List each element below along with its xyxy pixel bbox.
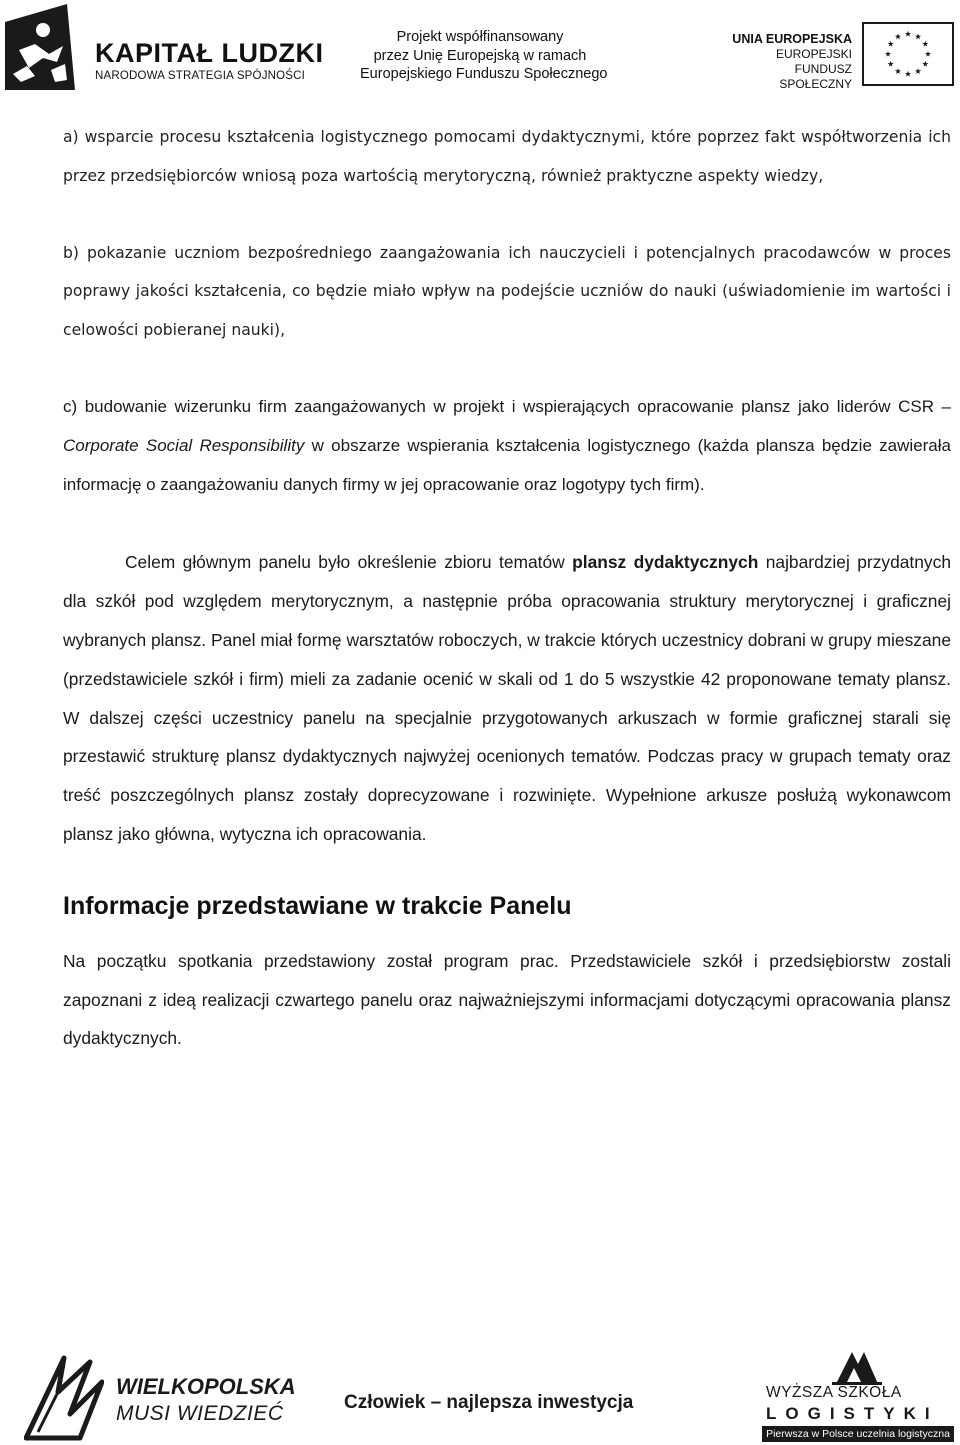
wielkopolska-line-1: WIELKOPOLSKA bbox=[116, 1374, 296, 1399]
list-item-b: b) pokazanie uczniom bezpośredniego zaangażowania ich nauczycieli i potencjalnych pracodawców w proces poprawy jakości kształcenia, co będzie miało wpływ na podejście uczniów do nauki (uświadomienie im wartości i celowości pobieranej nauki), bbox=[63, 243, 951, 340]
eu-flag-icon bbox=[862, 22, 954, 86]
list-item-a: a) wsparcie procesu kształcenia logistycznego pomocami dydaktycznymi, które poprzez fakt współtworzenia ich przez przedsiębiorców wniosą poza wartością merytoryczną, również praktyczne aspekty wiedzy, bbox=[63, 128, 951, 185]
document-body bbox=[63, 118, 951, 1058]
wsl-line-2: LOGISTYKI bbox=[766, 1404, 939, 1423]
eu-logo-line-1: UNIA EUROPEJSKA bbox=[732, 32, 852, 46]
csr-expansion: Corporate Social Responsibility bbox=[63, 435, 305, 455]
wielkopolska-logo bbox=[24, 1352, 296, 1442]
project-cofinancing-note bbox=[360, 28, 608, 84]
list-item-c bbox=[63, 388, 951, 504]
wielkopolska-line-2: MUSI WIEDZIEĆ bbox=[116, 1402, 284, 1425]
kapital-ludzki-subtitle: NARODOWA STRATEGIA SPÓJNOŚCI bbox=[95, 70, 306, 82]
kapital-ludzki-title: KAPITAŁ LUDZKI bbox=[95, 38, 324, 68]
project-line-2: przez Unię Europejską w ramach bbox=[373, 47, 587, 64]
eu-logo-line-2: EUROPEJSKI bbox=[775, 47, 852, 61]
section-heading: Informacje przedstawiane w trakcie Panelu bbox=[63, 891, 572, 920]
project-line-3: Europejskiego Funduszu Społecznego bbox=[360, 66, 608, 82]
page-footer bbox=[0, 1340, 960, 1445]
wyzsza-szkola-logistyki-logo bbox=[762, 1348, 954, 1442]
paragraph-panel-goal-text: Celem głównym panelu było określenie zbioru tematów bbox=[125, 552, 573, 573]
paragraph-panel-goal-text-rest: najbardziej przydatnych dla szkół pod względem merytorycznym, a następnie próba opracowania struktury merytorycznej i graficznej wybranych plansz. Panel miał formę warsztatów roboczych, w trakcie których uczestnicy dobrani w grupy mieszane (przedstawiciele szkół i firm) mieli za zadanie ocenić w skali od 1 do 5 wszystkie 42 proponowane tematy plansz. W dalszej części uczestnicy panelu na specjalnie przygotowanych arkuszach w formie graficznej starali się przestawić strukturę plansz dydaktycznych najwyżej ocenionych tematów. Podczas pracy w grupach tematy oraz treść poszczególnych plansz zostały doprecyzowane i rozwinięte. Wypełnione arkusze posłużą wykonawcom plansz jako główna, wytyczna ich opracowania. bbox=[63, 552, 951, 844]
wsl-motto: Pierwsza w Polsce uczelnia logistyczna bbox=[762, 1426, 954, 1442]
kapital-ludzki-emblem-icon bbox=[5, 4, 75, 90]
bold-phrase: plansz dydaktycznych bbox=[572, 552, 759, 573]
eu-logo-text bbox=[722, 32, 852, 92]
paragraph-panel-info: Na początku spotkania przedstawiony został program prac. Przedstawiciele szkół i przedsiębiorstw zostali zapoznani z ideą realizacji czwartego panelu oraz najważniejszymi informacjami dotyczącymi opracowania plansz dydaktycznych. bbox=[63, 950, 951, 1049]
list-item-c-text: c) budowanie wizerunku firm zaangażowanych w projekt i wspierających opracowanie plansz jako liderów CSR – bbox=[63, 396, 951, 416]
page-header bbox=[0, 0, 960, 100]
wsl-line-1: WYŻSZA SZKOŁA bbox=[766, 1384, 902, 1401]
wsl-emblem-icon bbox=[832, 1348, 882, 1386]
kapital-ludzki-logo bbox=[5, 4, 324, 90]
wielkopolska-emblem-icon bbox=[24, 1352, 104, 1442]
project-line-1: Projekt współfinansowany bbox=[396, 29, 564, 45]
eu-logo-line-3: FUNDUSZ SPOŁECZNY bbox=[779, 62, 852, 91]
list-item-c-text-rest: w obszarze wspierania kształcenia logistycznego (każda plansza będzie zawierała informację o zaangażowaniu danych firmy w jej opracowanie oraz logotypy tych firm). bbox=[63, 435, 951, 494]
paragraph-panel-goal bbox=[63, 543, 951, 853]
footer-tagline: Człowiek – najlepsza inwestycja bbox=[344, 1392, 634, 1413]
